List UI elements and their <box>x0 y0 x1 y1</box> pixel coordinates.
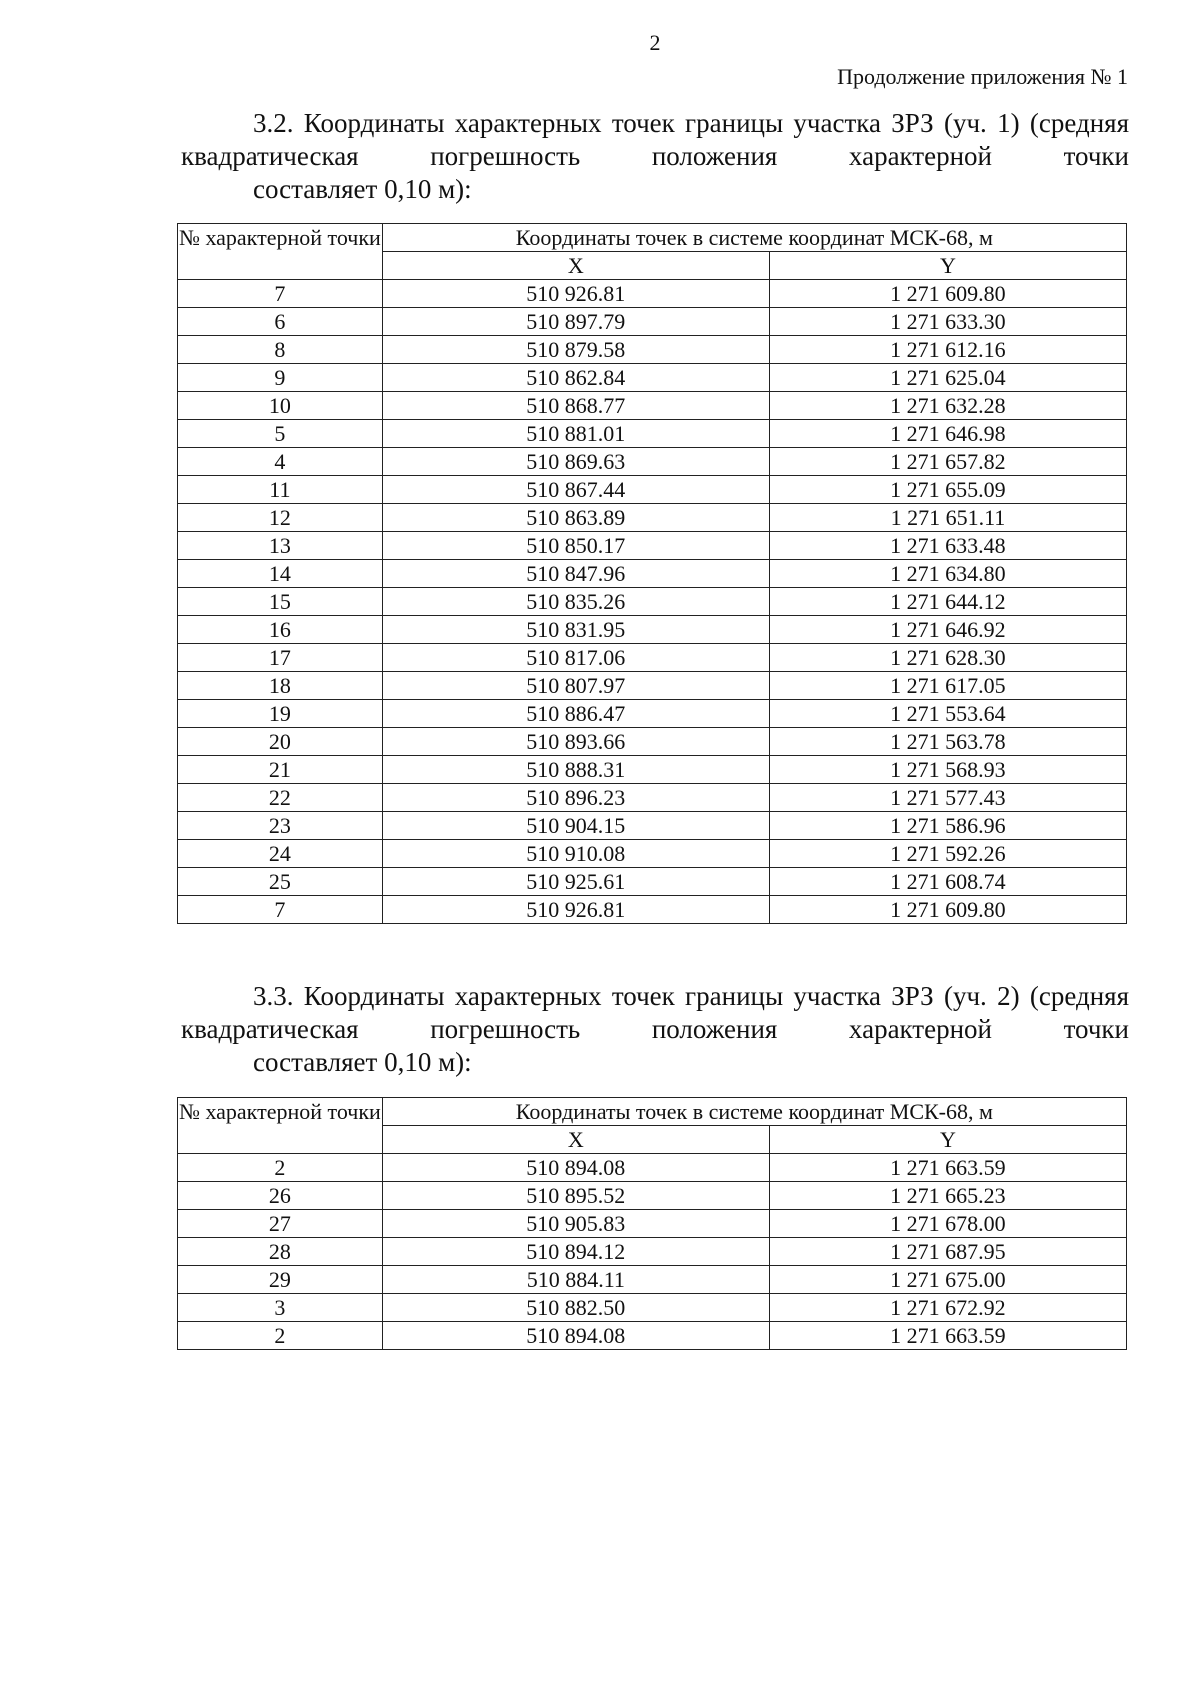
column-header-point-number: № характерной точки <box>178 1098 383 1154</box>
y-coordinate-cell: 1 271 634.80 <box>769 560 1126 588</box>
table-row <box>178 644 1127 672</box>
y-coordinate-cell: 1 271 577.43 <box>769 784 1126 812</box>
y-coordinate-cell: 1 271 675.00 <box>769 1266 1126 1294</box>
section-3-2-intro-text: 3.2. Координаты характерных точек границы участка ЗРЗ (уч. 1) (средняя квадратическая погрешность положения характерной точки составляет 0,10 м): <box>181 108 1129 204</box>
point-number-cell: 24 <box>178 840 383 868</box>
point-number-cell: 7 <box>178 280 383 308</box>
point-number-cell: 17 <box>178 644 383 672</box>
section-3-3-intro-text: 3.3. Координаты характерных точек границы участка ЗРЗ (уч. 2) (средняя квадратическая погрешность положения характерной точки составляет 0,10 м): <box>181 981 1129 1077</box>
table-row <box>178 812 1127 840</box>
y-coordinate-cell: 1 271 665.23 <box>769 1182 1126 1210</box>
point-number-cell: 16 <box>178 616 383 644</box>
y-coordinate-cell: 1 271 609.80 <box>769 896 1126 924</box>
section-3-2-intro <box>181 107 1129 206</box>
x-coordinate-cell: 510 867.44 <box>382 476 769 504</box>
y-coordinate-cell: 1 271 563.78 <box>769 728 1126 756</box>
annex-continuation-note: Продолжение приложения № 1 <box>837 64 1128 89</box>
x-coordinate-cell: 510 835.26 <box>382 588 769 616</box>
y-coordinate-cell: 1 271 632.28 <box>769 392 1126 420</box>
y-coordinate-cell: 1 271 687.95 <box>769 1238 1126 1266</box>
x-coordinate-cell: 510 831.95 <box>382 616 769 644</box>
x-coordinate-cell: 510 847.96 <box>382 560 769 588</box>
x-coordinate-cell: 510 910.08 <box>382 840 769 868</box>
x-coordinate-cell: 510 882.50 <box>382 1294 769 1322</box>
x-coordinate-cell: 510 894.12 <box>382 1238 769 1266</box>
point-number-cell: 9 <box>178 364 383 392</box>
point-number-cell: 14 <box>178 560 383 588</box>
x-coordinate-cell: 510 893.66 <box>382 728 769 756</box>
table-row <box>178 364 1127 392</box>
y-coordinate-cell: 1 271 633.30 <box>769 308 1126 336</box>
table-row <box>178 1322 1127 1350</box>
table-row <box>178 1266 1127 1294</box>
point-number-cell: 25 <box>178 868 383 896</box>
x-coordinate-cell: 510 863.89 <box>382 504 769 532</box>
point-number-cell: 7 <box>178 896 383 924</box>
table-row <box>178 532 1127 560</box>
x-coordinate-cell: 510 850.17 <box>382 532 769 560</box>
point-number-cell: 29 <box>178 1266 383 1294</box>
y-coordinate-cell: 1 271 646.98 <box>769 420 1126 448</box>
point-number-cell: 12 <box>178 504 383 532</box>
point-number-cell: 2 <box>178 1154 383 1182</box>
point-number-cell: 28 <box>178 1238 383 1266</box>
point-number-cell: 22 <box>178 784 383 812</box>
x-coordinate-cell: 510 862.84 <box>382 364 769 392</box>
y-coordinate-cell: 1 271 608.74 <box>769 868 1126 896</box>
x-coordinate-cell: 510 905.83 <box>382 1210 769 1238</box>
table-row <box>178 756 1127 784</box>
point-number-cell: 13 <box>178 532 383 560</box>
column-header-x: X <box>382 1126 769 1154</box>
x-coordinate-cell: 510 926.81 <box>382 280 769 308</box>
x-coordinate-cell: 510 807.97 <box>382 672 769 700</box>
x-coordinate-cell: 510 817.06 <box>382 644 769 672</box>
table-row <box>178 280 1127 308</box>
point-number-cell: 26 <box>178 1182 383 1210</box>
point-number-cell: 4 <box>178 448 383 476</box>
y-coordinate-cell: 1 271 678.00 <box>769 1210 1126 1238</box>
y-coordinate-cell: 1 271 625.04 <box>769 364 1126 392</box>
table-row <box>178 420 1127 448</box>
table-row <box>178 672 1127 700</box>
table-row <box>178 1238 1127 1266</box>
page-number: 2 <box>649 30 661 55</box>
coordinates-table-section-1 <box>177 223 1127 924</box>
x-coordinate-cell: 510 894.08 <box>382 1322 769 1350</box>
point-number-cell: 15 <box>178 588 383 616</box>
table-row <box>178 1294 1127 1322</box>
table-row <box>178 840 1127 868</box>
y-coordinate-cell: 1 271 633.48 <box>769 532 1126 560</box>
x-coordinate-cell: 510 886.47 <box>382 700 769 728</box>
point-number-cell: 6 <box>178 308 383 336</box>
y-coordinate-cell: 1 271 655.09 <box>769 476 1126 504</box>
x-coordinate-cell: 510 884.11 <box>382 1266 769 1294</box>
y-coordinate-cell: 1 271 646.92 <box>769 616 1126 644</box>
y-coordinate-cell: 1 271 628.30 <box>769 644 1126 672</box>
point-number-cell: 10 <box>178 392 383 420</box>
point-number-cell: 11 <box>178 476 383 504</box>
table-row <box>178 448 1127 476</box>
table-row <box>178 784 1127 812</box>
table-row <box>178 336 1127 364</box>
x-coordinate-cell: 510 926.81 <box>382 896 769 924</box>
column-header-x: X <box>382 252 769 280</box>
y-coordinate-cell: 1 271 644.12 <box>769 588 1126 616</box>
point-number-cell: 19 <box>178 700 383 728</box>
y-coordinate-cell: 1 271 612.16 <box>769 336 1126 364</box>
table-row <box>178 1182 1127 1210</box>
x-coordinate-cell: 510 925.61 <box>382 868 769 896</box>
y-coordinate-cell: 1 271 553.64 <box>769 700 1126 728</box>
table-row <box>178 1154 1127 1182</box>
point-number-cell: 21 <box>178 756 383 784</box>
point-number-cell: 8 <box>178 336 383 364</box>
table-row <box>178 308 1127 336</box>
point-number-cell: 18 <box>178 672 383 700</box>
column-header-y: Y <box>769 252 1126 280</box>
column-header-coordinates: Координаты точек в системе координат МСК-68, м <box>382 1098 1126 1126</box>
table-row <box>178 728 1127 756</box>
x-coordinate-cell: 510 879.58 <box>382 336 769 364</box>
column-header-coordinates: Координаты точек в системе координат МСК-68, м <box>382 224 1126 252</box>
table-row <box>178 896 1127 924</box>
y-coordinate-cell: 1 271 617.05 <box>769 672 1126 700</box>
x-coordinate-cell: 510 881.01 <box>382 420 769 448</box>
table-row <box>178 476 1127 504</box>
x-coordinate-cell: 510 896.23 <box>382 784 769 812</box>
y-coordinate-cell: 1 271 592.26 <box>769 840 1126 868</box>
coordinates-table-section-2 <box>177 1097 1127 1350</box>
point-number-cell: 5 <box>178 420 383 448</box>
column-header-y: Y <box>769 1126 1126 1154</box>
table-row <box>178 616 1127 644</box>
table-row <box>178 588 1127 616</box>
x-coordinate-cell: 510 888.31 <box>382 756 769 784</box>
table-row <box>178 1210 1127 1238</box>
y-coordinate-cell: 1 271 609.80 <box>769 280 1126 308</box>
table-row <box>178 868 1127 896</box>
x-coordinate-cell: 510 895.52 <box>382 1182 769 1210</box>
x-coordinate-cell: 510 869.63 <box>382 448 769 476</box>
y-coordinate-cell: 1 271 651.11 <box>769 504 1126 532</box>
table-row <box>178 560 1127 588</box>
point-number-cell: 20 <box>178 728 383 756</box>
x-coordinate-cell: 510 904.15 <box>382 812 769 840</box>
x-coordinate-cell: 510 894.08 <box>382 1154 769 1182</box>
y-coordinate-cell: 1 271 657.82 <box>769 448 1126 476</box>
x-coordinate-cell: 510 897.79 <box>382 308 769 336</box>
point-number-cell: 3 <box>178 1294 383 1322</box>
table-row <box>178 504 1127 532</box>
x-coordinate-cell: 510 868.77 <box>382 392 769 420</box>
section-3-3-intro <box>181 980 1129 1079</box>
y-coordinate-cell: 1 271 663.59 <box>769 1154 1126 1182</box>
table-row <box>178 392 1127 420</box>
column-header-point-number: № характерной точки <box>178 224 383 280</box>
y-coordinate-cell: 1 271 663.59 <box>769 1322 1126 1350</box>
y-coordinate-cell: 1 271 672.92 <box>769 1294 1126 1322</box>
table-row <box>178 700 1127 728</box>
point-number-cell: 27 <box>178 1210 383 1238</box>
y-coordinate-cell: 1 271 586.96 <box>769 812 1126 840</box>
y-coordinate-cell: 1 271 568.93 <box>769 756 1126 784</box>
point-number-cell: 2 <box>178 1322 383 1350</box>
point-number-cell: 23 <box>178 812 383 840</box>
